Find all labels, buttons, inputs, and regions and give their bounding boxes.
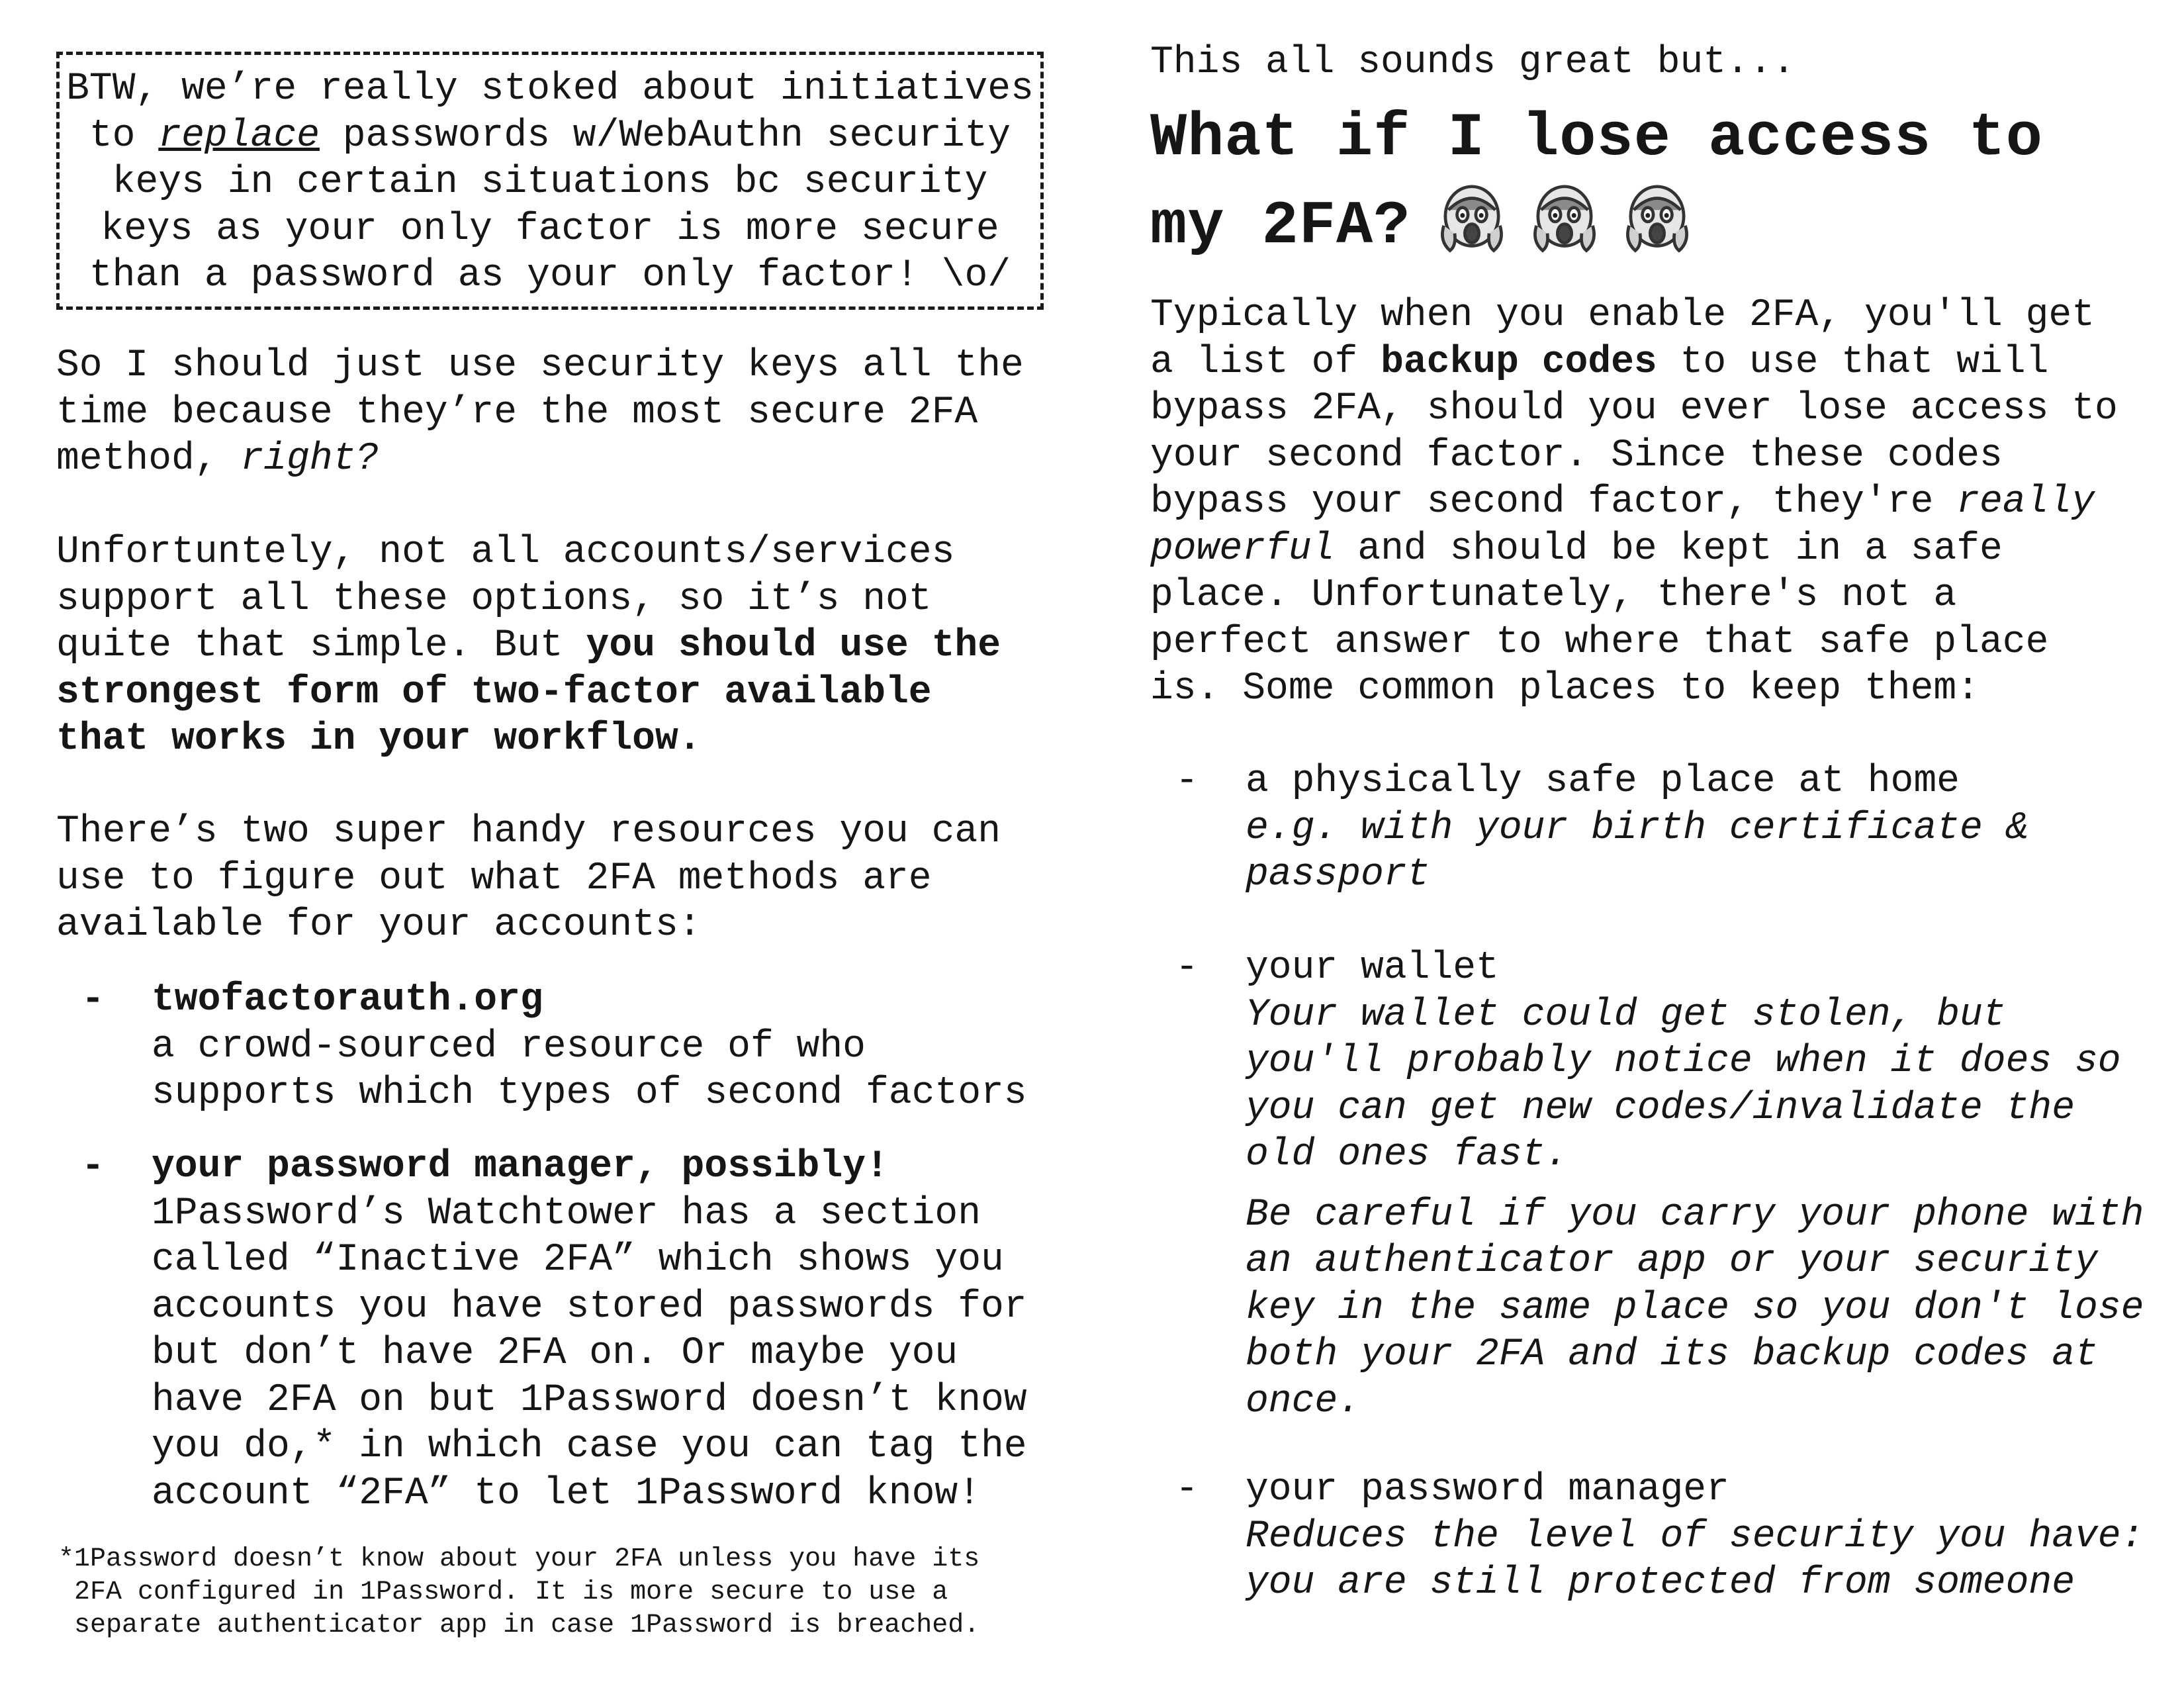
twofactorauth-link-text: twofactorauth.org [152,978,543,1021]
text-line: a crowd-sourced resource of who [152,1025,866,1068]
text-span: a list of [1150,340,1381,384]
callout-line [60,113,1040,160]
text-line [56,623,1001,670]
spacer [1246,1179,2144,1192]
place-note [1246,1514,2144,1561]
emphasis-right: right? [240,438,379,481]
bold-advice: strongest form of two-factor available [56,671,932,714]
place-note [1246,806,2028,853]
note-line: Your wallet could get stolen, but [1246,993,2006,1037]
callout-line: keys in certain situations bc security [112,161,988,204]
text-line: have 2FA on but 1Password doesn’t know [152,1378,1027,1422]
place-title: your password manager [1246,1468,1729,1511]
password-manager-title: your password manager, possibly! [152,1145,889,1188]
place-title: your wallet [1246,947,1499,990]
text-line [1150,479,2118,526]
text-line [56,716,1001,763]
text-line: your second factor. Since these codes [1150,434,2003,477]
place-warning [1246,1379,2144,1426]
callout-text: passwords w/WebAuthn security [319,114,1011,158]
bullet-title [152,977,1027,1024]
text-line: perfect answer to where that safe place [1150,620,2049,664]
emphasis-powerful: powerful [1150,527,1335,571]
bullet-dash: - [1175,1468,1199,1511]
bullet-dash: - [81,1145,105,1188]
text-line: Typically when you enable 2FA, you'll get [1150,294,2095,337]
bullet-body [152,977,1027,1117]
text-line [56,670,1001,717]
callout-line: BTW, we’re really stoked about initiatives [66,68,1034,111]
bullet-dash: - [1175,947,1199,990]
heading-text: my 2FA? [1150,191,1411,261]
text-line [56,436,1024,483]
heading-line: What if I lose access to [1150,103,2044,173]
text-line [1150,526,2118,573]
screaming-face-icon [1525,179,1604,257]
text-line: bypass 2FA, should you ever lose access to [1150,387,2118,430]
warning-line: Be careful if you carry your phone with [1246,1193,2144,1237]
note-line: you'll probably notice when it does so [1246,1040,2121,1083]
screaming-face-icon [1433,179,1511,257]
place-note [1246,852,2028,899]
note-line: passport [1246,853,1430,896]
page-heading [1150,98,2169,267]
warning-line: once. [1246,1380,1361,1423]
text-span: bypass your second factor, they're [1150,481,1957,524]
backup-codes-term: backup codes [1381,340,1657,384]
place-note [1246,1086,2144,1133]
text-line: support all these options, so it’s not [56,577,932,621]
note-line: old ones fast. [1246,1133,1569,1176]
place-warning [1246,1332,2144,1379]
footnote [58,1543,1071,1642]
bullet-title [152,1144,1027,1191]
place-note [1246,1560,2144,1607]
text-line: time because they’re the most secure 2FA [56,391,978,434]
bullet-body [1246,945,2144,1425]
resources-paragraph [56,809,1001,949]
screaming-face-icon [1618,179,1696,257]
intro-paragraph [56,343,1024,483]
callout-emphasis-replace: replace [158,114,320,158]
text-line: use to figure out what 2FA methods are [56,857,932,900]
text-line: called “Inactive 2FA” which shows you [152,1239,1004,1282]
bullet-body [1246,759,2028,899]
text-span: method, [56,438,241,481]
text-line: supports which types of second factors [152,1072,1027,1115]
note-line: e.g. with your birth certificate & [1246,806,2029,850]
bold-advice: that works in your workflow. [56,718,702,761]
place-warning [1246,1286,2144,1333]
footnote-line: *1Password doesn’t know about your 2FA unless you have its [58,1544,980,1574]
bold-advice: you should use the [586,624,1001,667]
place-note [1246,1039,2144,1086]
place-warning [1246,1192,2144,1239]
footnote-line: separate authenticator app in case 1Password is breached. [74,1611,980,1640]
text-line: available for your accounts: [56,904,702,947]
text-line: is. Some common places to keep them: [1150,667,1980,710]
heading-line [1150,179,2169,267]
emphasis-really: really [1956,481,2095,524]
bullet-dash: - [81,978,105,1021]
note-line: you can get new codes/invalidate the [1246,1086,2075,1130]
text-line: So I should just use security keys all the [56,344,1024,387]
initiatives-callout-box [56,52,1044,310]
text-line: you do,* in which case you can tag the [152,1425,1027,1468]
text-line: account “2FA” to let 1Password know! [152,1472,981,1515]
text-line: place. Unfortunately, there's not a [1150,574,1957,617]
callout-line: keys as your only factor is more secure [101,207,999,251]
bullet-body [1246,1467,2144,1607]
unfortunately-paragraph [56,530,1001,763]
place-note [1246,1132,2144,1179]
text-line: accounts you have stored passwords for [152,1285,1027,1329]
warning-line: both your 2FA and its backup codes at [1246,1333,2098,1376]
text-span: and should be kept in a safe [1334,527,2003,571]
note-line: Reduces the level of security you have: [1246,1515,2144,1558]
bullet-dash: - [1175,760,1199,803]
callout-line: than a password as your only factor! \o/ [89,254,1011,297]
text-line: but don’t have 2FA on. Or maybe you [152,1332,958,1375]
text-line: Unfortuntely, not all accounts/services [56,531,955,574]
heading-kicker: This all sounds great but... [1150,41,1796,84]
place-note [1246,992,2144,1039]
place-warning [1246,1239,2144,1286]
text-span: to use that will [1657,340,2049,384]
footnote-line: 2FA configured in 1Password. It is more secure to use a [74,1577,948,1607]
backup-codes-paragraph [1150,293,2118,713]
text-line: 1Password’s Watchtower has a section [152,1192,981,1235]
text-span: quite that simple. But [56,624,586,667]
note-line: you are still protected from someone [1246,1562,2075,1605]
text-line [1150,340,2118,387]
warning-line: an authenticator app or your security [1246,1240,2098,1283]
callout-text: to [89,114,159,158]
place-title: a physically safe place at home [1246,760,1960,803]
bullet-body [152,1144,1027,1517]
warning-line: key in the same place so you don't lose [1246,1286,2144,1330]
text-line: There’s two super handy resources you can [56,810,1001,853]
